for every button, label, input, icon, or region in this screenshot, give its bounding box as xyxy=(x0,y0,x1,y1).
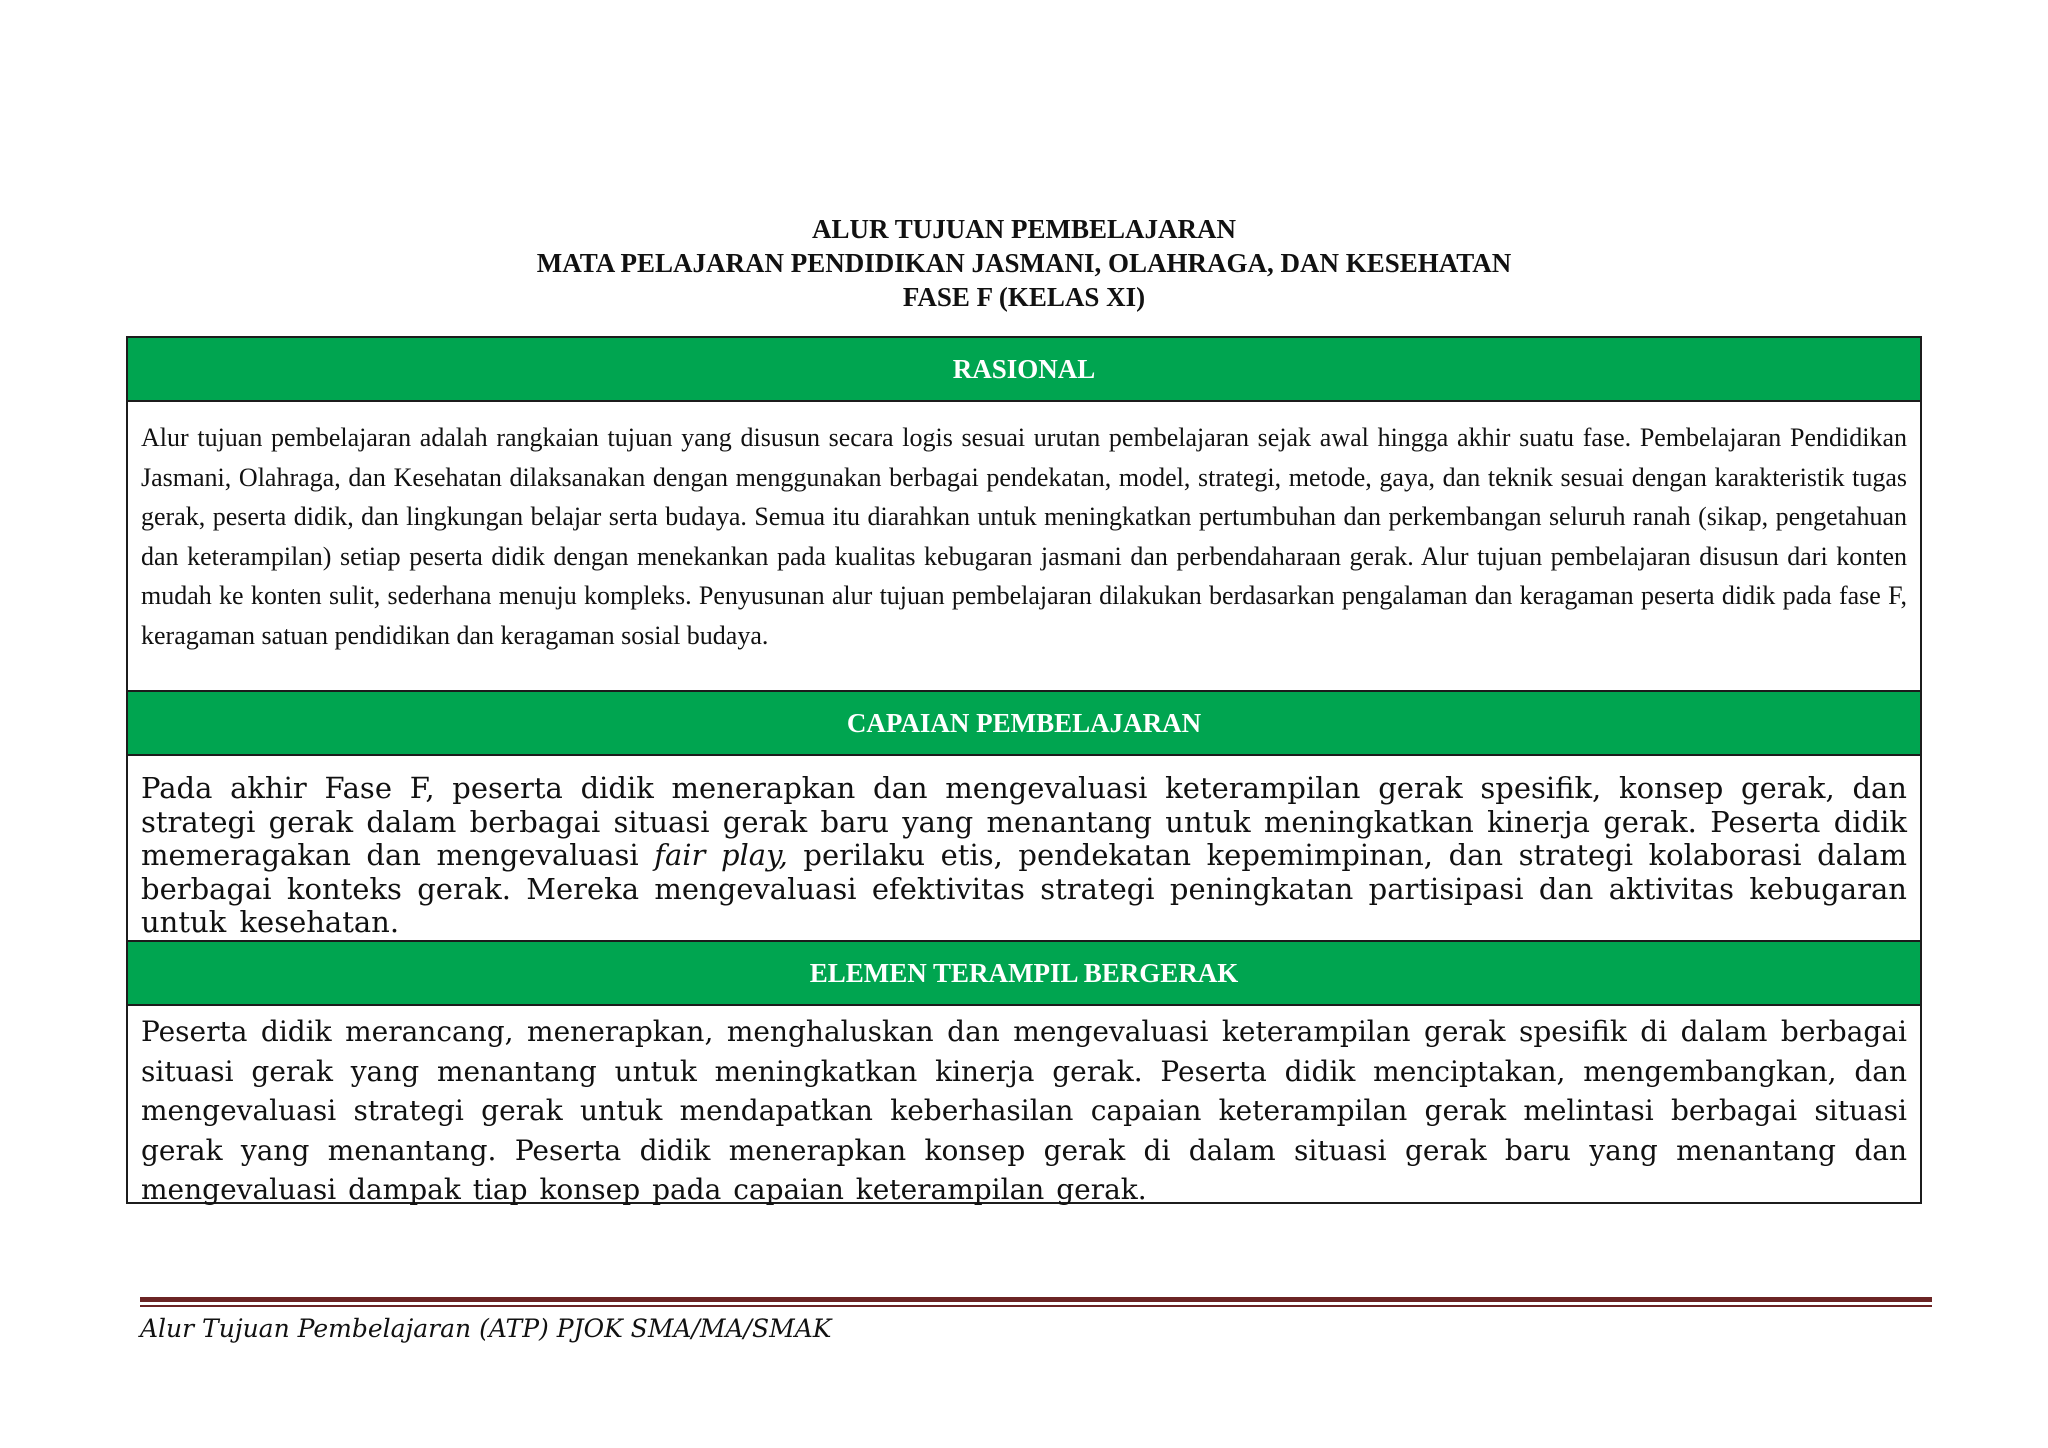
title-line-1: ALUR TUJUAN PEMBELAJARAN xyxy=(811,214,1237,244)
footer-divider-thin xyxy=(140,1305,1932,1307)
capaian-text xyxy=(128,756,1920,942)
capaian-heading: CAPAIAN PEMBELAJARAN xyxy=(128,692,1920,756)
title-line-3: FASE F (KELAS XI) xyxy=(902,282,1146,312)
page-footer: Alur Tujuan Pembelajaran (ATP) PJOK SMA/MA/SMAK xyxy=(140,1314,832,1343)
elemen-text: Peserta didik merancang, menerapkan, menghaluskan dan mengevaluasi keterampilan gerak spesifik di dalam berbagai situasi gerak yang menantang untuk meningkatkan kinerja gerak. Peserta didik menciptakan, mengembangkan, dan mengevaluasi strategi gerak untuk mendapatkan keberhasilan capaian keterampilan gerak melintasi berbagai situasi gerak yang menantang. Peserta didik menerapkan konsep gerak di dalam situasi gerak baru yang menantang dan mengevaluasi dampak tiap konsep pada capaian keterampilan gerak. xyxy=(141,1015,1907,1206)
rasional-heading: RASIONAL xyxy=(128,338,1920,402)
capaian-text-fair-play: fair play, xyxy=(654,838,788,872)
footer-divider-thick xyxy=(140,1297,1932,1302)
title-line-2: MATA PELAJARAN PENDIDIKAN JASMANI, OLAHRAGA, DAN KESEHATAN xyxy=(536,248,1512,278)
elemen-heading: ELEMEN TERAMPIL BERGERAK xyxy=(128,942,1920,1006)
atp-table xyxy=(126,336,1922,1204)
capaian-text-part-2: perilaku etis, pendekatan kepemimpinan, dan strategi kolaborasi dalam berbagai konteks gerak. Mereka mengevaluasi efektivitas strategi peningkatan partisipasi dan aktivitas kebugaran untuk kesehatan. xyxy=(141,838,1907,939)
rasional-text: Alur tujuan pembelajaran adalah rangkaian tujuan yang disusun secara logis sesuai urutan pembelajaran sejak awal hingga akhir suatu fase. Pembelajaran Pendidikan Jasmani, Olahraga, dan Kesehatan dilaksanakan dengan menggunakan berbagai pendekatan, model, strategi, metode, gaya, dan teknik sesuai dengan karakteristik tugas gerak, peserta didik, dan lingkungan belajar serta budaya. Semua itu diarahkan untuk meningkatkan pertumbuhan dan perkembangan seluruh ranah (sikap, pengetahuan dan keterampilan) setiap peserta didik dengan menekankan pada kualitas kebugaran jasmani dan perbendaharaan gerak. Alur tujuan pembelajaran disusun dari konten mudah ke konten sulit, sederhana menuju kompleks. Penyusunan alur tujuan pembelajaran dilakukan berdasarkan pengalaman dan keragaman peserta didik pada fase F, keragaman satuan pendidikan dan keragaman sosial budaya. xyxy=(128,402,1920,692)
document-title xyxy=(0,212,2048,314)
capaian-text-part-1: Pada akhir Fase F, peserta didik menerapkan dan mengevaluasi keterampilan gerak spesifik, konsep gerak, dan strategi gerak dalam berbagai situasi gerak baru yang menantang untuk meningkatkan kinerja gerak. Peserta didik memeragakan dan mengevaluasi xyxy=(141,771,1907,872)
